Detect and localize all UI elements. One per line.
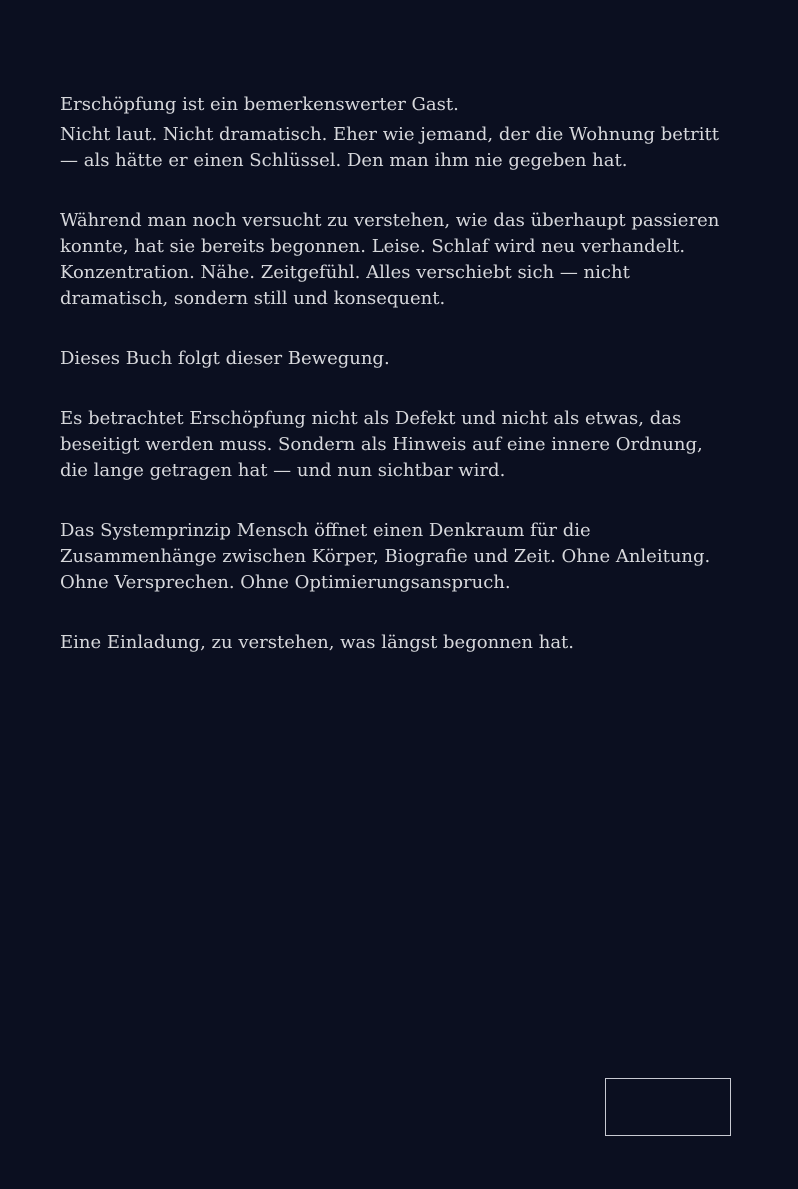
blurb-paragraph-1: Erschöpfung ist ein bemerkenswerter Gast. [60,94,459,115]
barcode-placeholder-box [605,1078,731,1136]
blurb-paragraph-3: Während man noch versucht zu verstehen, wie das überhaupt passieren konnte, hat sie bereits begonnen. Leise. Schlaf wird neu verhandelt. Konzentration. Nähe. Zeitgefühl. Alles verschiebt sich — nicht dramatisch, sondern still und konsequent. [60,210,720,309]
blurb-paragraph-4: Dieses Buch folgt dieser Bewegung. [60,348,390,369]
blurb-paragraph-2: Nicht laut. Nicht dramatisch. Eher wie jemand, der die Wohnung betritt — als hätte er einen Schlüssel. Den man ihm nie gegeben hat. [60,124,719,171]
blurb-paragraph-7: Eine Einladung, zu verstehen, was längst begonnen hat. [60,632,575,653]
blurb-paragraph-5: Es betrachtet Erschöpfung nicht als Defekt und nicht als etwas, das beseitigt werden muss. Sondern als Hinweis auf eine innere Ordnung, die lange getragen hat — und nun sichtbar wird. [60,408,703,481]
blurb-text [60,92,730,656]
blurb-paragraph-6: Das Systemprinzip Mensch öffnet einen Denkraum für die Zusammenhänge zwischen Körper, Biografie und Zeit. Ohne Anleitung. Ohne Versprechen. Ohne Optimierungsanspruch. [60,520,711,593]
